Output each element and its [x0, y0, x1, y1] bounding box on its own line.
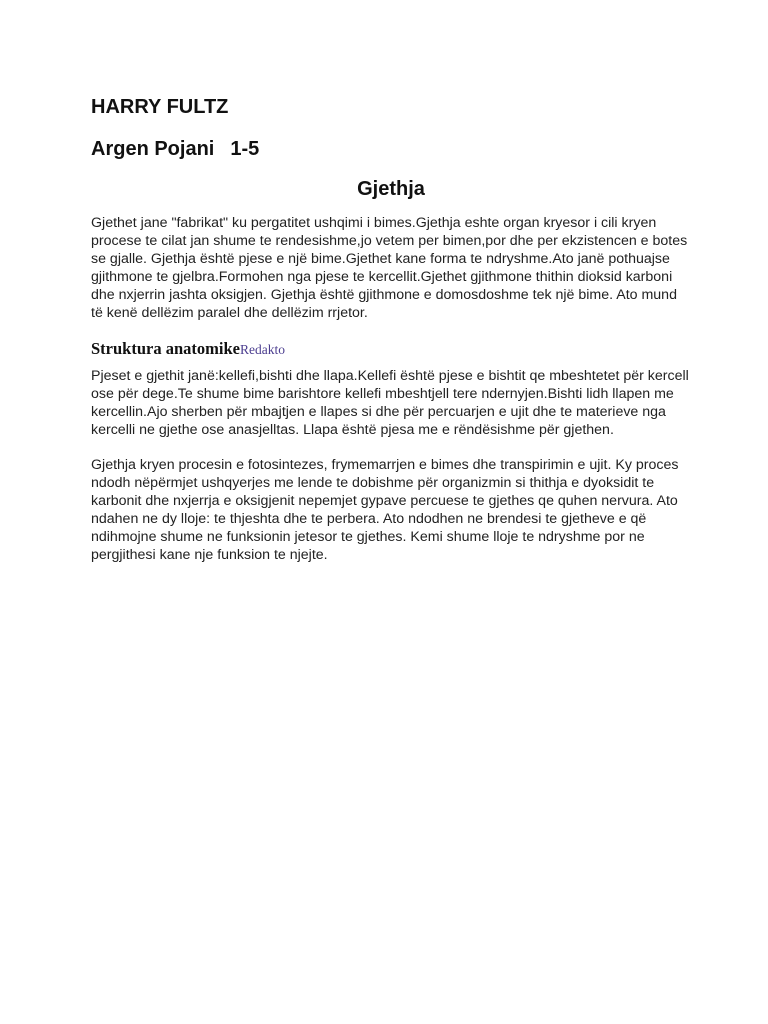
school-name: HARRY FULTZ: [91, 96, 229, 118]
student-name: Argen Pojani: [91, 138, 215, 160]
document-page: [91, 94, 691, 564]
edit-link[interactable]: Redakto: [239, 342, 285, 357]
structure-paragraph: Pjeset e gjethit janë:kellefi,bishti dhe llapa.Kellefi është pjese e bishtit qe mbeshtetet për kercell ose për dege.Te shume bime barishtore kellefi mbeshtjell tere ndernyjen.Bishti lidh llapen me kercellin.Ajo sherben për mbajtjen e llapes si dhe për percuarjen e ujit dhe te materieve nga kercelli ne gjethe ose anasjelltas. Llapa është pjesa me e rëndësishme për gjethen.: [91, 368, 689, 438]
student-line: [91, 136, 691, 162]
function-paragraph: Gjethja kryen procesin e fotosintezes, frymemarrjen e bimes dhe transpirimin e ujit. Ky proces ndodh nëpërmjet ushqyerjes me lende te dobishme për organizmin si thithja e dyoksidit te karbonit dhe nxjerrja e oksigjenit nepemjet gypave percuese te gjethes qe quhen nervura. Ato ndahen ne dy lloje: te thjeshta dhe te perbera. Ato ndodhen ne brendesi te gjetheve e që ndihmojne shume ne funksionin jetesor te gjethes. Kemi shume lloje te ndryshme por ne pergjithesi kane nje funksion te njejte.: [91, 457, 679, 563]
section-title: Struktura anatomike: [91, 339, 240, 358]
student-class: 1-5: [230, 138, 260, 160]
document-title: Gjethja: [357, 178, 425, 200]
section-heading: [91, 338, 691, 361]
intro-paragraph: Gjethet jane "fabrikat" ku pergatitet ushqimi i bimes.Gjethja eshte organ kryesor i cili kryen procese te cilat jan shume te rendesishme,jo vetem per bimen,por dhe per ekzistencen e botes se gjalle. Gjethja është pjese e një bime.Gjethet kane forma te ndryshme.Ato janë pothuajse gjithmone te gjelbra.Formohen nga pjese te kercellit.Gjethet gjithmone thithin dioksid karboni dhe nxjerrin jashta oksigjen. Gjethja është gjithmone e domosdoshme tek një bime. Ato mund të kenë dellëzim paralel dhe dellëzim rrjetor.: [91, 215, 688, 321]
